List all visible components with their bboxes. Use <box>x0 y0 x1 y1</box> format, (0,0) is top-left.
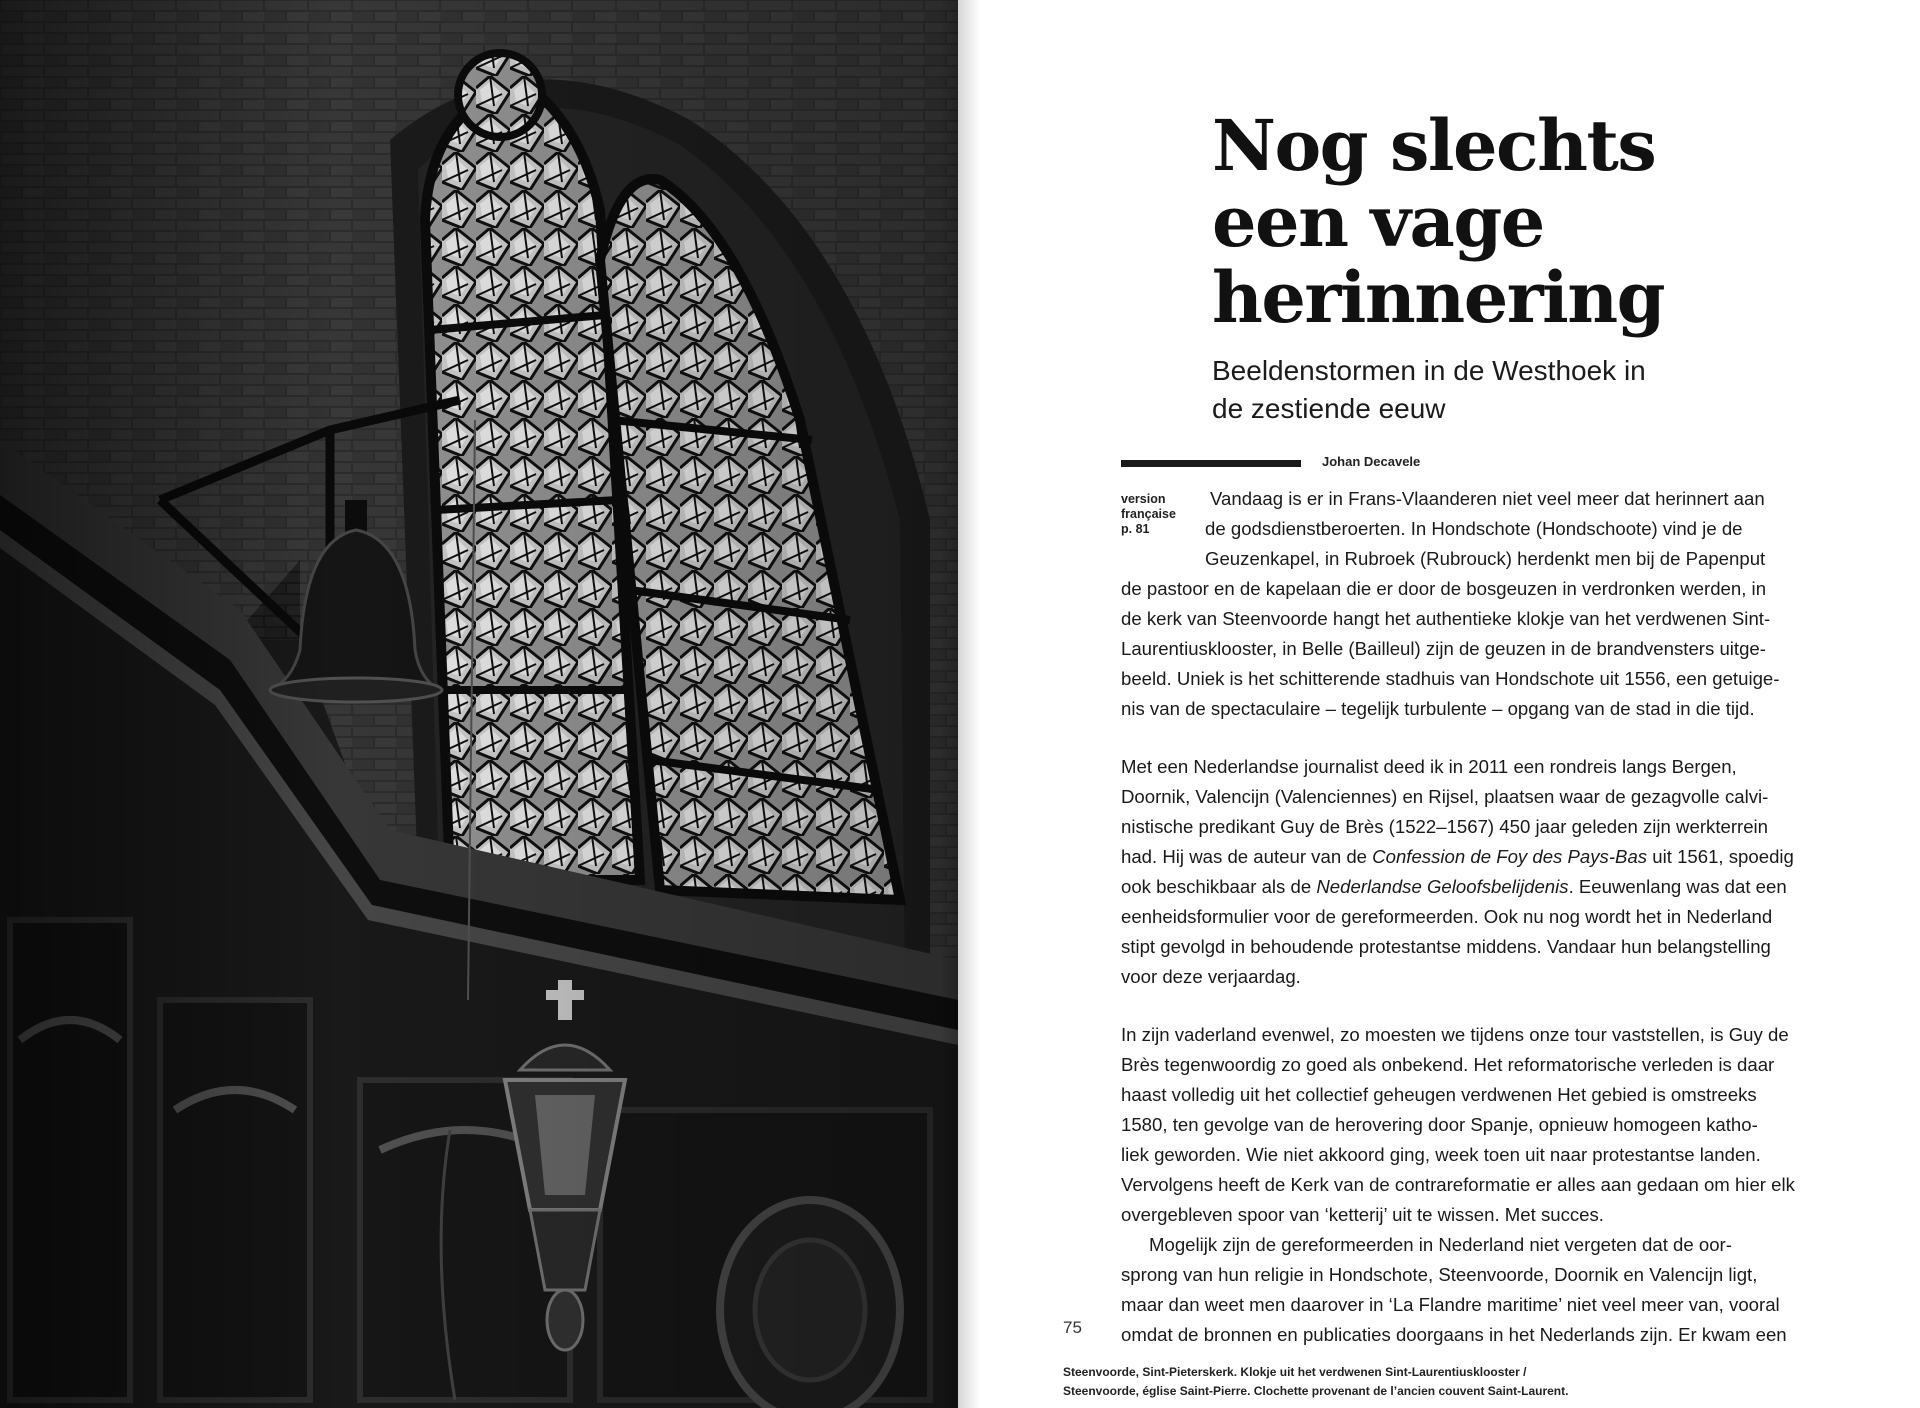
text-run: uit 1561, spoedig <box>1647 846 1794 867</box>
title-line: een vage <box>1212 180 1544 263</box>
article-body <box>1121 484 1811 1350</box>
church-photo <box>0 0 958 1408</box>
paragraph <box>1121 752 1811 992</box>
text-line: de pastoor en de kapelaan die er door de bosgeuzen in verdronken werden, in <box>1121 578 1767 599</box>
italic-title: Nederlandse Geloofsbelijdenis <box>1316 876 1569 897</box>
side-note-line: version <box>1121 492 1166 506</box>
text-line: sprong van hun religie in Hondschote, Steenvoorde, Doornik en Valencijn ligt, <box>1121 1264 1758 1285</box>
page-gutter <box>940 0 980 1408</box>
text-line: 1580, ten gevolge van de herovering door Spanje, opnieuw homogeen katho- <box>1121 1114 1758 1135</box>
text-run: . Eeuwenlang was dat een <box>1568 876 1787 897</box>
subtitle-line: de zestiende eeuw <box>1212 393 1446 424</box>
page-number: 75 <box>1063 1318 1082 1337</box>
author-rule <box>1121 460 1301 467</box>
text-line: beeld. Uniek is het schitterende stadhuis van Hondschote uit 1556, een getuige- <box>1121 668 1780 689</box>
text-line: Vervolgens heeft de Kerk van de contrareformatie er alles aan gedaan om hier elk <box>1121 1174 1795 1195</box>
text-line: stipt gevolgd in behoudende protestantse middens. Vandaar hun belangstelling <box>1121 936 1771 957</box>
text-line: liek geworden. Wie niet akkoord ging, week toen uit naar protestantse landen. <box>1121 1144 1761 1165</box>
text-line: Brès tegenwoordig zo goed als onbekend. Het reformatorische verleden is daar <box>1121 1054 1775 1075</box>
author-name: Johan Decavele <box>1322 454 1421 469</box>
title-line: herinnering <box>1212 256 1665 339</box>
text-line: Doornik, Valencijn (Valenciennes) en Rijsel, plaatsen waar de gezagvolle calvi- <box>1121 786 1769 807</box>
side-note-line: p. 81 <box>1121 522 1150 536</box>
text-line: Vandaag is er in Frans-Vlaanderen niet veel meer dat herinnert aan <box>1210 488 1765 509</box>
text-line: nistische predikant Guy de Brès (1522–1567) 450 jaar geleden zijn werkterrein <box>1121 816 1769 837</box>
text-line: eenheidsformulier voor de gereformeerden. Ook nu nog wordt het in Nederland <box>1121 906 1773 927</box>
text-line: Met een Nederlandse journalist deed ik in 2011 een rondreis langs Bergen, <box>1121 756 1737 777</box>
paragraph <box>1121 1020 1811 1350</box>
italic-title: Confession de Foy des Pays-Bas <box>1372 846 1648 867</box>
article-subtitle <box>1212 352 1772 428</box>
text-run: ook beschikbaar als de <box>1121 876 1317 897</box>
text-line-with-italic <box>1121 842 1811 872</box>
text-line: Mogelijk zijn de gereformeerden in Nederland niet vergeten dat de oor- <box>1149 1234 1732 1255</box>
text-line-with-italic <box>1121 872 1811 902</box>
text-line: In zijn vaderland evenwel, zo moesten we tijdens onze tour vaststellen, is Guy de <box>1121 1024 1789 1045</box>
article-title <box>1212 104 1852 339</box>
text-run: had. Hij was de auteur van de <box>1121 846 1373 867</box>
text-line: de godsdienstberoerten. In Hondschote (Hondschoote) vind je de <box>1205 518 1743 539</box>
text-line: nis van de spectaculaire – tegelijk turbulente – opgang van de stad in die tijd. <box>1121 698 1755 719</box>
text-line: de kerk van Steenvoorde hangt het authentieke klokje van het verdwenen Sint- <box>1121 608 1771 629</box>
text-line: haast volledig uit het collectief geheugen verdwenen Het gebied is omstreeks <box>1121 1084 1757 1105</box>
text-line: overgebleven spoor van ‘ketterij’ uit te wissen. Met succes. <box>1121 1204 1604 1225</box>
caption-line: Steenvoorde, Sint-Pieterskerk. Klokje uit het verdwenen Sint-Laurentiusklooster / <box>1063 1365 1527 1379</box>
title-line: Nog slechts <box>1212 104 1656 187</box>
text-line: Geuzenkapel, in Rubroek (Rubrouck) herdenkt men bij de Papenput <box>1205 548 1766 569</box>
text-line: maar dan weet men daarover in ‘La Flandre maritime’ niet veel meer van, vooral <box>1121 1294 1780 1315</box>
subtitle-line: Beeldenstormen in de Westhoek in <box>1212 355 1646 386</box>
caption-line: Steenvoorde, église Saint-Pierre. Clochette provenant de l’ancien couvent Saint-Laurent. <box>1063 1384 1569 1398</box>
side-note-line: française <box>1121 507 1176 521</box>
text-line: omdat de bronnen en publicaties doorgaans in het Nederlands zijn. Er kwam een <box>1121 1324 1787 1345</box>
church-interior-illustration <box>0 0 958 1408</box>
text-line: voor deze verjaardag. <box>1121 966 1301 987</box>
text-line: Laurentiusklooster, in Belle (Bailleul) zijn de geuzen in de brandvensters uitge- <box>1121 638 1766 659</box>
paragraph <box>1121 484 1811 724</box>
photo-caption <box>1063 1363 1568 1401</box>
